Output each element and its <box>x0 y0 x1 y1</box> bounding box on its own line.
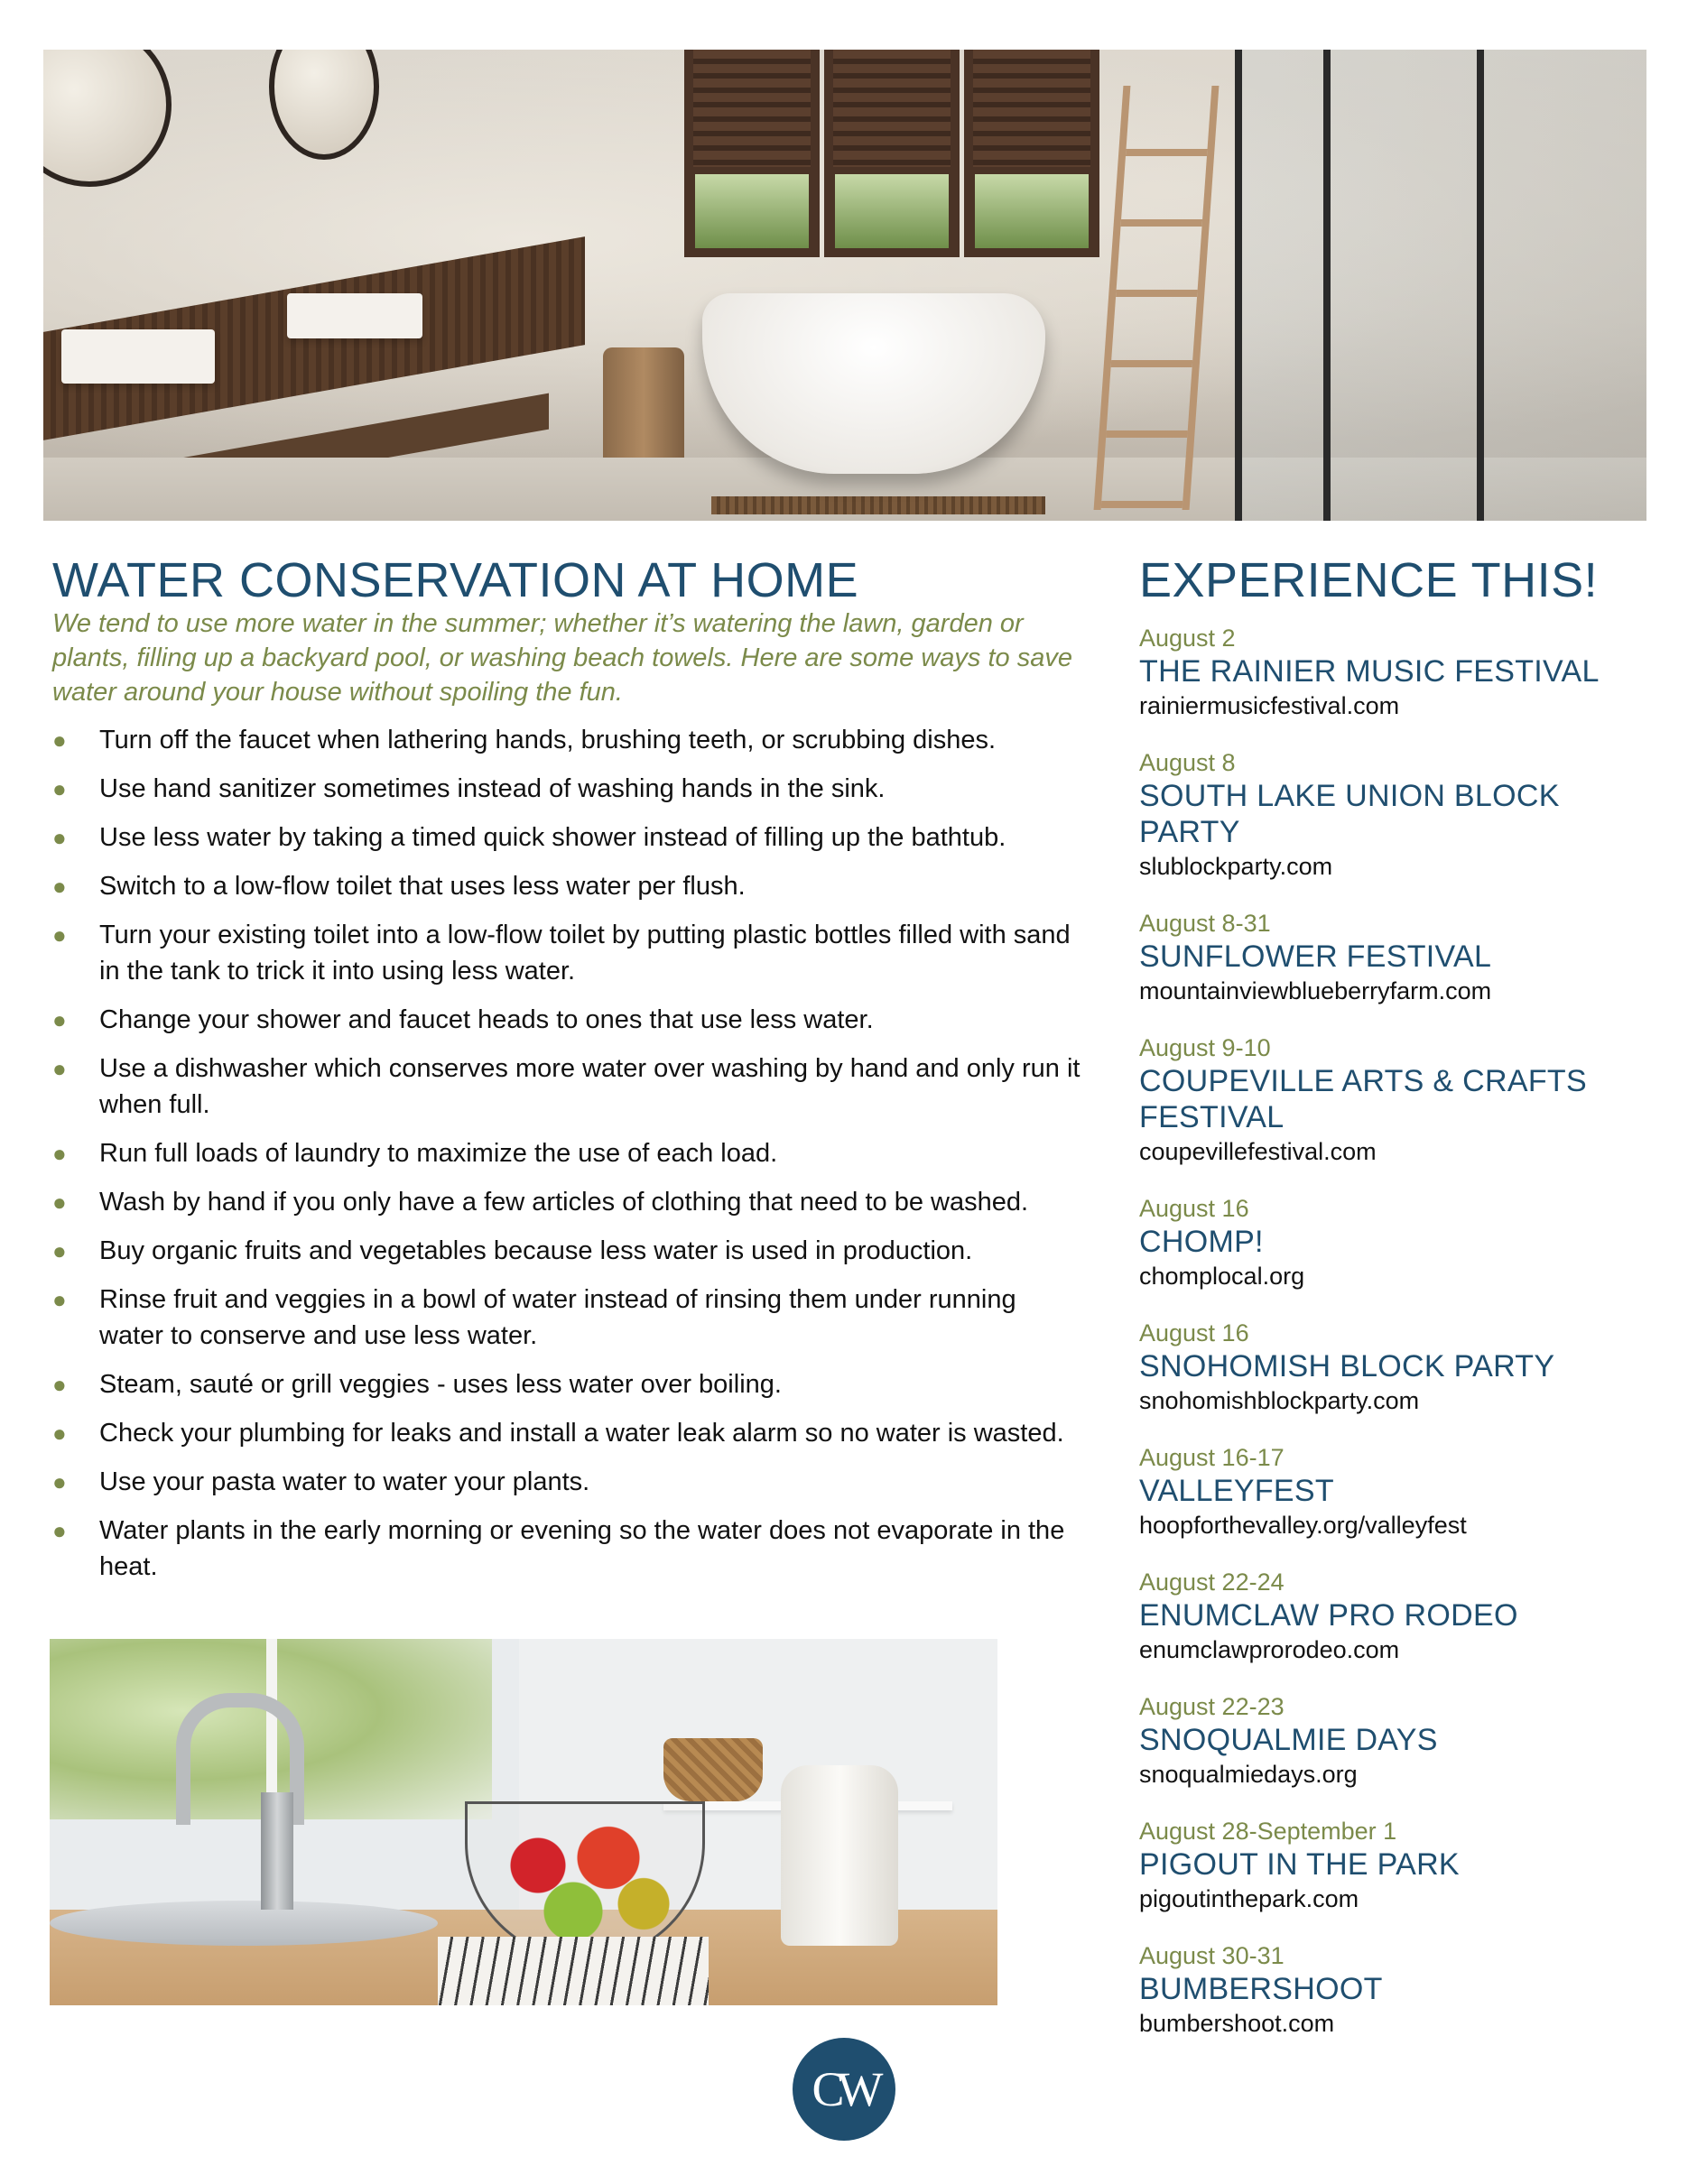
bullet-icon: ● <box>52 1006 67 1033</box>
event-item <box>1139 1193 1663 1292</box>
event-url[interactable]: enumclawprorodeo.com <box>1139 1636 1400 1663</box>
list-item <box>52 1002 1081 1038</box>
tip-text: Switch to a low-flow toilet that uses less water per flush. <box>99 872 746 901</box>
bullet-icon: ● <box>52 1055 67 1082</box>
bath-mat <box>711 496 1045 514</box>
sink-basin <box>287 293 422 338</box>
event-date: August 9-10 <box>1139 1034 1271 1061</box>
event-date: August 8 <box>1139 749 1236 776</box>
bathroom-photo <box>43 50 1646 521</box>
event-url[interactable]: hoopforthevalley.org/valleyfest <box>1139 1512 1467 1539</box>
event-item <box>1139 1318 1663 1417</box>
event-name: SNOHOMISH BLOCK PARTY <box>1139 1349 1555 1384</box>
tip-text: Use your pasta water to water your plants. <box>99 1467 590 1496</box>
event-item <box>1139 908 1663 1007</box>
event-date: August 28-September 1 <box>1139 1818 1397 1845</box>
faucet <box>176 1693 311 1910</box>
list-item <box>52 1513 1081 1585</box>
event-name: ENUMCLAW PRO RODEO <box>1139 1598 1518 1633</box>
event-date: August 22-23 <box>1139 1693 1285 1720</box>
event-date: August 16 <box>1139 1195 1249 1222</box>
window <box>684 50 820 257</box>
bullet-icon: ● <box>52 1420 67 1447</box>
bullet-icon: ● <box>52 1468 67 1495</box>
tip-text: Use a dishwasher which conserves more water over washing by hand and only run it when full. <box>99 1054 1081 1119</box>
event-name: PIGOUT IN THE PARK <box>1139 1847 1460 1882</box>
event-name: SNOQUALMIE DAYS <box>1139 1723 1438 1757</box>
bullet-icon: ● <box>52 726 67 754</box>
bullet-icon: ● <box>52 1371 67 1398</box>
list-item <box>52 722 1081 758</box>
event-date: August 2 <box>1139 625 1236 652</box>
event-url[interactable]: coupevillefestival.com <box>1139 1138 1377 1165</box>
bullet-icon: ● <box>52 921 67 949</box>
window <box>964 50 1099 257</box>
event-date: August 22-24 <box>1139 1569 1285 1596</box>
bullet-icon: ● <box>52 824 67 851</box>
list-item <box>52 1366 1081 1402</box>
list-item <box>52 1464 1081 1500</box>
bullet-icon: ● <box>52 1140 67 1167</box>
cw-logo: CW <box>793 2038 895 2141</box>
event-date: August 8-31 <box>1139 910 1271 937</box>
event-name: SOUTH LAKE UNION BLOCK PARTY <box>1139 779 1560 849</box>
tip-text: Turn off the faucet when lathering hands, brushing teeth, or scrubbing dishes. <box>99 726 997 754</box>
tip-text: Rinse fruit and veggies in a bowl of water instead of rinsing them under running water to conserve and use less water. <box>99 1285 1016 1350</box>
bullet-icon: ● <box>52 1237 67 1264</box>
event-item <box>1139 1032 1663 1168</box>
tip-text: Water plants in the early morning or evening so the water does not evaporate in the heat. <box>99 1516 1065 1581</box>
event-url[interactable]: mountainviewblueberryfarm.com <box>1139 977 1492 1004</box>
bullet-icon: ● <box>52 1517 67 1544</box>
milk-jug <box>781 1765 898 1946</box>
tip-text: Change your shower and faucet heads to ones that use less water. <box>99 1005 874 1034</box>
event-url[interactable]: bumbershoot.com <box>1139 2010 1335 2037</box>
event-url[interactable]: pigoutinthepark.com <box>1139 1885 1359 1912</box>
list-item <box>52 1135 1081 1171</box>
event-date: August 16 <box>1139 1319 1249 1346</box>
event-item <box>1139 747 1663 883</box>
tip-text: Use less water by taking a timed quick shower instead of filling up the bathtub. <box>99 823 1006 852</box>
list-item <box>52 1282 1081 1354</box>
intro-text: We tend to use more water in the summer; whether it’s watering the lawn, garden or plants, filling up a backyard pool, or washing beach towels. Here are some ways to save water around your house without spoiling the fun. <box>52 609 1072 707</box>
event-url[interactable]: chomplocal.org <box>1139 1263 1305 1290</box>
kitchen-photo <box>50 1639 997 2005</box>
event-date: August 16-17 <box>1139 1444 1285 1471</box>
event-name: BUMBERSHOOT <box>1139 1972 1383 2006</box>
bullet-icon: ● <box>52 1189 67 1216</box>
list-item <box>52 771 1081 807</box>
bullet-icon: ● <box>52 873 67 900</box>
bullet-icon: ● <box>52 1286 67 1313</box>
list-item <box>52 1233 1081 1269</box>
sink-basin <box>61 329 215 384</box>
event-url[interactable]: rainiermusicfestival.com <box>1139 692 1400 719</box>
event-name: THE RAINIER MUSIC FESTIVAL <box>1139 654 1600 689</box>
event-name: SUNFLOWER FESTIVAL <box>1139 939 1492 974</box>
striped-towel <box>438 1937 709 2005</box>
wicker-basket <box>663 1738 763 1801</box>
window <box>824 50 960 257</box>
tips-list <box>52 722 1081 1597</box>
page-title: WATER CONSERVATION AT HOME <box>52 553 859 607</box>
list-item <box>52 868 1081 904</box>
event-name: VALLEYFEST <box>1139 1474 1334 1508</box>
sidebar-title: EXPERIENCE THIS! <box>1139 553 1599 607</box>
event-item <box>1139 1940 1663 2040</box>
bullet-icon: ● <box>52 775 67 802</box>
event-item <box>1139 1442 1663 1541</box>
list-item <box>52 1184 1081 1220</box>
list-item <box>52 1050 1081 1123</box>
list-item <box>52 917 1081 989</box>
event-item <box>1139 623 1663 722</box>
event-item <box>1139 1691 1663 1791</box>
event-date: August 30-31 <box>1139 1942 1285 1969</box>
event-url[interactable]: snoqualmiedays.org <box>1139 1761 1358 1788</box>
list-item <box>52 819 1081 856</box>
event-url[interactable]: snohomishblockparty.com <box>1139 1387 1420 1414</box>
tip-text: Steam, sauté or grill veggies - uses less water over boiling. <box>99 1370 782 1399</box>
events-list <box>1139 623 1663 2065</box>
list-item <box>52 1415 1081 1451</box>
shower-enclosure <box>1235 50 1646 521</box>
tip-text: Check your plumbing for leaks and install a water leak alarm so no water is wasted. <box>99 1419 1064 1448</box>
tip-text: Run full loads of laundry to maximize the use of each load. <box>99 1139 778 1168</box>
tip-text: Use hand sanitizer sometimes instead of washing hands in the sink. <box>99 774 886 803</box>
tip-text: Wash by hand if you only have a few articles of clothing that need to be washed. <box>99 1188 1029 1217</box>
event-item <box>1139 1816 1663 1915</box>
tip-text: Buy organic fruits and vegetables because less water is used in production. <box>99 1236 973 1265</box>
event-url[interactable]: slublockparty.com <box>1139 853 1333 880</box>
event-name: CHOMP! <box>1139 1225 1264 1259</box>
event-item <box>1139 1567 1663 1666</box>
tip-text: Turn your existing toilet into a low-flow toilet by putting plastic bottles filled with sand in the tank to trick it into using less water. <box>99 921 1071 986</box>
event-name: COUPEVILLE ARTS & CRAFTS FESTIVAL <box>1139 1064 1587 1134</box>
